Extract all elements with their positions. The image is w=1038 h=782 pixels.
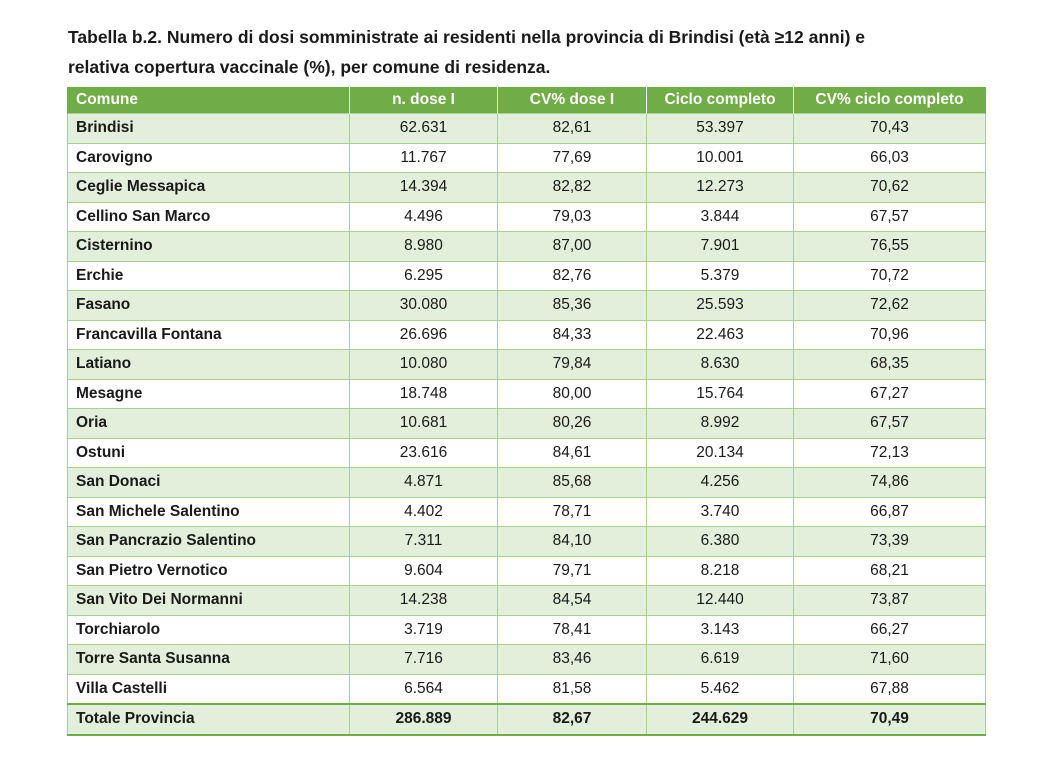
total-row [68,704,986,735]
total-cell-cv-dose-i: 82,67 [498,704,647,735]
table-row [68,232,986,262]
cell-cv-dose-i: 83,46 [498,645,647,675]
cell-cv-dose-i: 87,00 [498,232,647,262]
cell-dose-i: 8.980 [350,232,498,262]
cell-comune: Cisternino [68,232,350,262]
cell-comune: Francavilla Fontana [68,320,350,350]
cell-dose-i: 14.238 [350,586,498,616]
cell-ciclo-completo: 3.844 [647,202,794,232]
cell-cv-dose-i: 84,61 [498,438,647,468]
cell-ciclo-completo: 3.143 [647,615,794,645]
cell-cv-dose-i: 82,82 [498,173,647,203]
cell-comune: Cellino San Marco [68,202,350,232]
cell-ciclo-completo: 20.134 [647,438,794,468]
cell-cv-ciclo-completo: 67,57 [794,202,986,232]
cell-cv-ciclo-completo: 67,57 [794,409,986,439]
table-row [68,586,986,616]
table-header-row [68,87,986,114]
cell-dose-i: 4.402 [350,497,498,527]
table-row [68,350,986,380]
cell-dose-i: 9.604 [350,556,498,586]
cell-ciclo-completo: 8.630 [647,350,794,380]
cell-comune: Erchie [68,261,350,291]
cell-comune: Torre Santa Susanna [68,645,350,675]
cell-cv-dose-i: 81,58 [498,674,647,704]
cell-comune: Villa Castelli [68,674,350,704]
cell-cv-ciclo-completo: 74,86 [794,468,986,498]
cell-dose-i: 11.767 [350,143,498,173]
cell-ciclo-completo: 15.764 [647,379,794,409]
cell-dose-i: 4.871 [350,468,498,498]
cell-cv-dose-i: 78,71 [498,497,647,527]
cell-cv-ciclo-completo: 73,39 [794,527,986,557]
table-row [68,527,986,557]
table-row [68,202,986,232]
cell-ciclo-completo: 8.992 [647,409,794,439]
column-header-cv-dose-i: CV% dose I [498,87,647,114]
cell-cv-ciclo-completo: 72,13 [794,438,986,468]
total-cell-dose-i: 286.889 [350,704,498,735]
cell-comune: Latiano [68,350,350,380]
cell-comune: San Vito Dei Normanni [68,586,350,616]
table-row [68,320,986,350]
cell-cv-dose-i: 79,84 [498,350,647,380]
cell-cv-dose-i: 79,03 [498,202,647,232]
cell-ciclo-completo: 10.001 [647,143,794,173]
table-row [68,114,986,144]
vaccination-table [67,87,986,736]
cell-comune: Mesagne [68,379,350,409]
cell-cv-dose-i: 78,41 [498,615,647,645]
cell-cv-ciclo-completo: 76,55 [794,232,986,262]
cell-cv-ciclo-completo: 66,03 [794,143,986,173]
cell-comune: San Donaci [68,468,350,498]
cell-comune: Ceglie Messapica [68,173,350,203]
cell-cv-ciclo-completo: 66,87 [794,497,986,527]
cell-ciclo-completo: 25.593 [647,291,794,321]
table-row [68,291,986,321]
cell-ciclo-completo: 12.273 [647,173,794,203]
caption-line-1: Tabella b.2. Numero di dosi somministrate ai residenti nella provincia di Brindisi (età ≥12 anni) e [68,27,865,47]
table-row [68,615,986,645]
column-header-dose-i: n. dose I [350,87,498,114]
cell-comune: Fasano [68,291,350,321]
column-header-cv-ciclo-completo: CV% ciclo completo [794,87,986,114]
cell-cv-ciclo-completo: 68,21 [794,556,986,586]
table-row [68,379,986,409]
cell-dose-i: 4.496 [350,202,498,232]
cell-cv-dose-i: 77,69 [498,143,647,173]
cell-cv-ciclo-completo: 66,27 [794,615,986,645]
table-caption [68,22,998,82]
table-row [68,261,986,291]
cell-comune: Carovigno [68,143,350,173]
cell-cv-dose-i: 84,10 [498,527,647,557]
cell-cv-ciclo-completo: 67,27 [794,379,986,409]
total-cell-cv-ciclo-completo: 70,49 [794,704,986,735]
cell-ciclo-completo: 7.901 [647,232,794,262]
cell-comune: San Pietro Vernotico [68,556,350,586]
cell-dose-i: 10.080 [350,350,498,380]
total-cell-ciclo-completo: 244.629 [647,704,794,735]
cell-cv-dose-i: 84,33 [498,320,647,350]
cell-cv-ciclo-completo: 71,60 [794,645,986,675]
cell-comune: Brindisi [68,114,350,144]
cell-ciclo-completo: 6.619 [647,645,794,675]
caption-line-2: relativa copertura vaccinale (%), per comune di residenza. [68,57,551,77]
cell-dose-i: 6.564 [350,674,498,704]
cell-comune: Torchiarolo [68,615,350,645]
cell-ciclo-completo: 53.397 [647,114,794,144]
cell-ciclo-completo: 12.440 [647,586,794,616]
column-header-ciclo-completo: Ciclo completo [647,87,794,114]
cell-cv-ciclo-completo: 73,87 [794,586,986,616]
table-row [68,497,986,527]
cell-comune: Ostuni [68,438,350,468]
cell-comune: Oria [68,409,350,439]
cell-cv-dose-i: 80,00 [498,379,647,409]
table-row [68,173,986,203]
cell-cv-dose-i: 85,36 [498,291,647,321]
table-row [68,438,986,468]
cell-comune: San Michele Salentino [68,497,350,527]
table-row [68,556,986,586]
cell-dose-i: 18.748 [350,379,498,409]
cell-cv-ciclo-completo: 68,35 [794,350,986,380]
cell-dose-i: 26.696 [350,320,498,350]
cell-dose-i: 7.716 [350,645,498,675]
cell-dose-i: 30.080 [350,291,498,321]
cell-ciclo-completo: 4.256 [647,468,794,498]
cell-cv-ciclo-completo: 70,62 [794,173,986,203]
cell-ciclo-completo: 22.463 [647,320,794,350]
cell-ciclo-completo: 8.218 [647,556,794,586]
cell-cv-ciclo-completo: 67,88 [794,674,986,704]
table-row [68,143,986,173]
cell-dose-i: 10.681 [350,409,498,439]
table-row [68,674,986,704]
cell-cv-dose-i: 79,71 [498,556,647,586]
column-header-comune: Comune [68,87,350,114]
cell-cv-ciclo-completo: 70,43 [794,114,986,144]
cell-dose-i: 3.719 [350,615,498,645]
cell-cv-ciclo-completo: 70,96 [794,320,986,350]
cell-dose-i: 7.311 [350,527,498,557]
cell-ciclo-completo: 5.462 [647,674,794,704]
cell-dose-i: 14.394 [350,173,498,203]
cell-cv-ciclo-completo: 70,72 [794,261,986,291]
cell-cv-dose-i: 80,26 [498,409,647,439]
cell-dose-i: 23.616 [350,438,498,468]
cell-cv-dose-i: 84,54 [498,586,647,616]
cell-cv-dose-i: 85,68 [498,468,647,498]
cell-dose-i: 6.295 [350,261,498,291]
cell-cv-ciclo-completo: 72,62 [794,291,986,321]
cell-dose-i: 62.631 [350,114,498,144]
cell-ciclo-completo: 5.379 [647,261,794,291]
table-row [68,645,986,675]
cell-comune: San Pancrazio Salentino [68,527,350,557]
cell-cv-dose-i: 82,61 [498,114,647,144]
cell-cv-dose-i: 82,76 [498,261,647,291]
table-row [68,409,986,439]
total-cell-comune: Totale Provincia [68,704,350,735]
table-body [68,114,986,735]
table-row [68,468,986,498]
cell-ciclo-completo: 6.380 [647,527,794,557]
cell-ciclo-completo: 3.740 [647,497,794,527]
